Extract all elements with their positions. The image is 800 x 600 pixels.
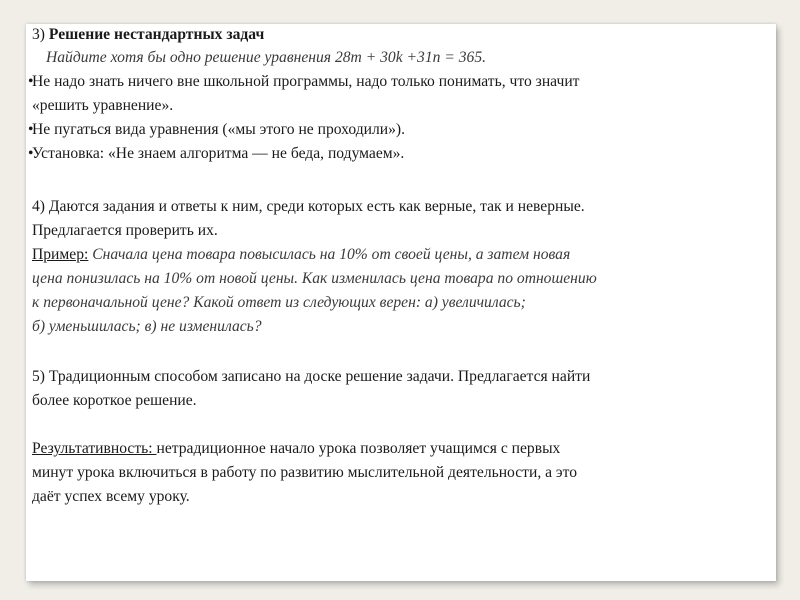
result-text-1: нетрадиционное начало урока позволяет учащимся с первых [156, 440, 561, 457]
result-line-3: даёт успех всему уроку. [32, 488, 190, 505]
section-3-bullet-3 [28, 143, 405, 165]
section-3-number: 3) [32, 26, 49, 43]
section-4-line-1: 4) Даются задания и ответы к ним, среди которых есть как верные, так и неверные. [32, 198, 585, 215]
result-label: Результативность: [32, 440, 157, 457]
bullet-2-text: Не пугаться вида уравнения («мы этого не проходили»). [32, 121, 406, 138]
section-3-bullet-1 [28, 71, 580, 93]
result-line-1 [32, 438, 560, 460]
slide-card [26, 24, 776, 581]
bullet-icon: • [28, 145, 34, 162]
section-3-heading [32, 24, 264, 46]
bullet-1-line-1: Не надо знать ничего вне школьной программы, надо только понимать, что значит [32, 73, 580, 90]
example-text-1: Сначала цена товара повысилась на 10% от своей цены, а затем новая [88, 246, 571, 263]
section-4-example-line-3: к первоначальной цене? Какой ответ из следующих верен: а) увеличилась; [32, 294, 526, 311]
section-3-bullet-2 [28, 119, 406, 141]
section-4-line-2: Предлагается проверить их. [32, 222, 218, 239]
bullet-icon: • [28, 121, 34, 138]
section-4-example-line-4: б) уменьшилась; в) не изменилась? [32, 318, 262, 335]
result-line-2: минут урока включиться в работу по развитию мыслительной деятельности, а это [32, 464, 578, 481]
bullet-icon: • [28, 73, 34, 90]
section-3-title: Решение нестандартных задач [48, 26, 265, 43]
section-5-line-2: более короткое решение. [32, 392, 197, 409]
section-4-example-line-1 [32, 244, 570, 266]
section-5-line-1: 5) Традиционным способом записано на доске решение задачи. Предлагается найти [32, 368, 591, 385]
section-3-task: Найдите хотя бы одно решение уравнения 28m + 30k +31n = 365. [46, 49, 487, 66]
section-4-example-line-2: цена понизилась на 10% от новой цены. Как изменилась цена товара по отношению [32, 270, 597, 287]
bullet-3-text: Установка: «Не знаем алгоритма — не беда, подумаем». [32, 145, 405, 162]
section-3-bullet-1-continuation: «решить уравнение». [32, 97, 174, 114]
example-label: Пример: [32, 246, 89, 263]
